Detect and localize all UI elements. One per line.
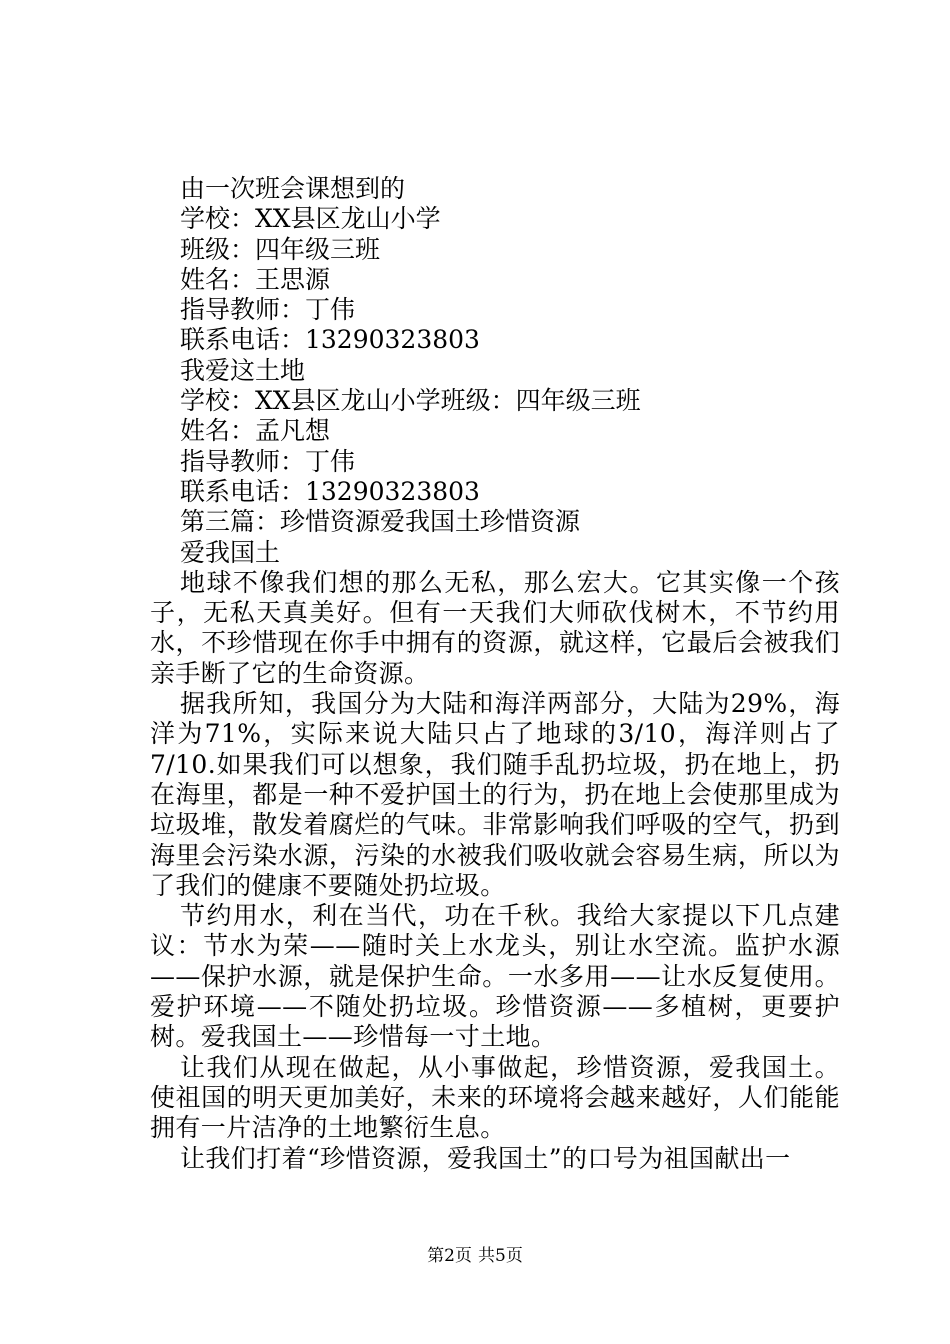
body-paragraph-5: 让我们打着“珍惜资源，爱我国土”的口号为祖国献出一 bbox=[180, 1143, 791, 1173]
essay-title-1: 由一次班会课想到的 bbox=[180, 174, 406, 203]
phone-line-1: 联系电话：13290323803 bbox=[180, 325, 480, 355]
body-paragraph-1: 地球不像我们想的那么无私，那么宏大。它其实像一个孩子，无私天真美好。但有一天我们大师砍伐树木，不节约用水，不珍惜现在你手中拥有的资源，就这样，它最后会被我们亲手断了它的生命资源。 bbox=[150, 567, 840, 688]
school-line-1: 学校：XX县区龙山小学 bbox=[180, 204, 441, 234]
name-line-2: 姓名：孟凡想 bbox=[180, 416, 331, 446]
school-class-line-2: 学校：XX县区龙山小学班级：四年级三班 bbox=[180, 386, 641, 416]
page-number-total: 共5页 bbox=[478, 1246, 523, 1266]
name-line-1: 姓名：王思源 bbox=[180, 264, 331, 294]
body-paragraph-2: 据我所知，我国分为大陆和海洋两部分，大陆为29%，海洋为71%，实际来说大陆只占了地球的3/10，海洋则占了7/10.如果我们可以想象，我们随手乱扔垃圾，扔在地上，扔在海里，都是一种不爱护国土的行为，扔在地上会使那里成为垃圾堆，散发着腐烂的气味。非常影响我们呼吸的空气，扔到海里会污染水源，污染的水被我们吸收就会容易生病，所以为了我们的健康不要随处扔垃圾。 bbox=[150, 689, 840, 900]
teacher-line-2: 指导教师：丁伟 bbox=[180, 446, 356, 476]
document-body bbox=[150, 174, 840, 1174]
essay-title-2: 我爱这土地 bbox=[180, 355, 306, 385]
chapter-heading: 第三篇：珍惜资源爱我国土珍惜资源 bbox=[180, 507, 581, 537]
phone-line-2: 联系电话：13290323803 bbox=[180, 476, 480, 506]
class-line-1: 班级：四年级三班 bbox=[180, 234, 381, 264]
teacher-line-1: 指导教师：丁伟 bbox=[180, 295, 356, 325]
page-number-current: 第2页 bbox=[427, 1246, 472, 1266]
chapter-heading-continued: 爱我国土 bbox=[180, 537, 281, 567]
page-footer bbox=[0, 1246, 950, 1266]
body-paragraph-3: 节约用水，利在当代，功在千秋。我给大家提以下几点建议：节水为荣——随时关上水龙头，别让水空流。监护水源——保护水源，就是保护生命。一水多用——让水反复使用。爱护环境——不随处扔垃圾。珍惜资源——多植树，更要护树。爱我国土——珍惜每一寸土地。 bbox=[150, 901, 840, 1052]
body-paragraph-4: 让我们从现在做起，从小事做起，珍惜资源，爱我国土。使祖国的明天更加美好，未来的环境将会越来越好，人们能能拥有一片洁净的土地繁衍生息。 bbox=[150, 1052, 840, 1143]
